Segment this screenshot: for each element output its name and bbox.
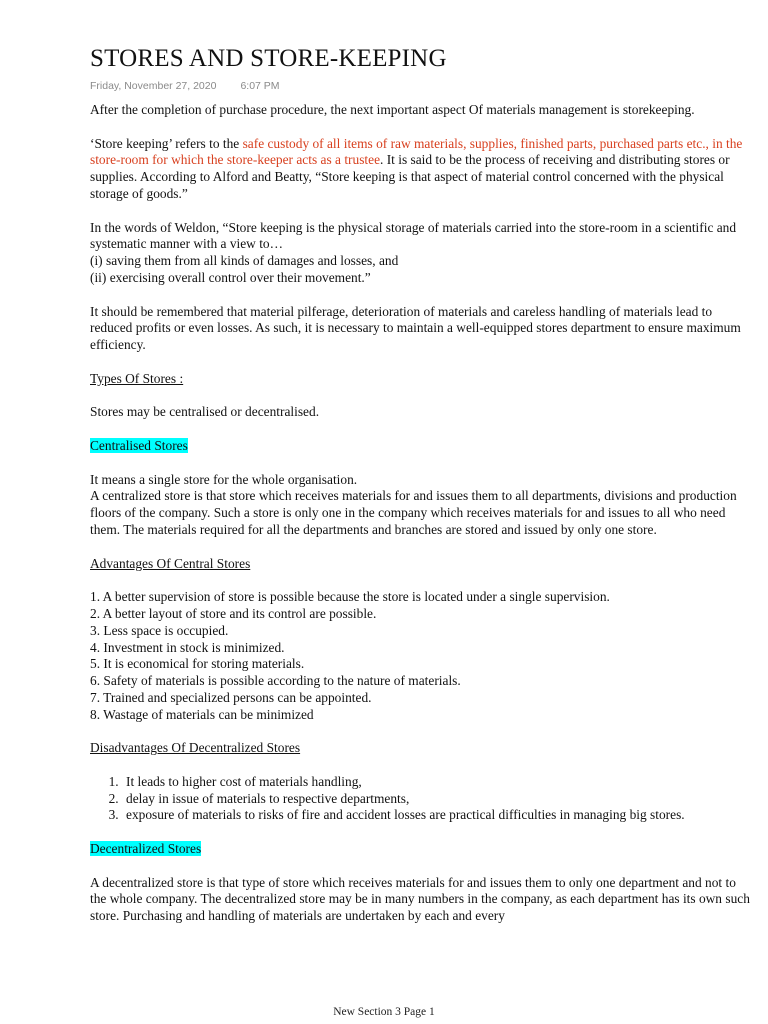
definition-paragraph bbox=[90, 136, 754, 203]
disadvantages-list bbox=[90, 774, 754, 824]
list-item: 7. Trained and specialized persons can be appointed. bbox=[90, 689, 372, 705]
list-item: 8. Wastage of materials can be minimized bbox=[90, 706, 314, 722]
date-text: Friday, November 27, 2020 bbox=[90, 80, 217, 92]
centralised-line-1: It means a single store for the whole organisation. bbox=[90, 471, 358, 487]
weldon-quote: In the words of Weldon, “Store keeping is the physical storage of materials carried into the store-room in a scientific and systematic manner with a view to… bbox=[90, 219, 737, 252]
list-item: 6. Safety of materials is possible according to the nature of materials. bbox=[90, 673, 461, 689]
definition-tail: . It is said to be the process of receiving and distributing stores or supplies. According to Alford and Beatty, “Store keeping is that aspect of material control concerned with the physical storage of goods.” bbox=[90, 152, 730, 201]
decentralized-paragraph: A decentralized store is that type of store which receives materials for and issues them to only one department and not to the whole company. The decentralized store may be in many numbers in the company, as each department has its own such store. Purchasing and handling of materials are undertaken by each and every bbox=[90, 874, 750, 924]
centralised-paragraph bbox=[90, 472, 754, 539]
weldon-paragraph bbox=[90, 220, 754, 287]
list-item: 2. A better layout of store and its control are possible. bbox=[90, 605, 377, 621]
advantages-heading: Advantages Of Central Stores bbox=[90, 555, 251, 571]
list-item: 4. Investment in stock is minimized. bbox=[90, 639, 285, 655]
definition-highlight: safe custody of all items of raw materials, supplies, finished parts, purchased parts etc., in the store-room for which the store-keeper acts as a trustee bbox=[90, 135, 743, 168]
page-footer: New Section 3 Page 1 bbox=[333, 1006, 435, 1018]
types-text: Stores may be centralised or decentralised. bbox=[90, 404, 320, 420]
list-item: 1. It leads to higher cost of materials handling, bbox=[122, 774, 754, 791]
advantages-list bbox=[90, 589, 754, 723]
list-item: 3. Less space is occupied. bbox=[90, 622, 229, 638]
list-item: 1. A better supervision of store is possible because the store is located under a single supervision. bbox=[90, 589, 610, 605]
decentralized-heading: Decentralized Stores bbox=[90, 841, 202, 857]
types-heading: Types Of Stores : bbox=[90, 370, 184, 386]
definition-lead: ‘Store keeping’ refers to the bbox=[90, 135, 243, 151]
timestamp bbox=[90, 80, 754, 94]
list-item: 3. exposure of materials to risks of fire and accident losses are practical difficulties in managing big stores. bbox=[122, 807, 754, 824]
document-page bbox=[90, 42, 754, 925]
intro-paragraph: After the completion of purchase procedure, the next important aspect Of materials management is storekeeping. bbox=[90, 102, 695, 117]
page-title: STORES AND STORE-KEEPING bbox=[90, 45, 447, 72]
list-item: 5. It is economical for storing materials. bbox=[90, 656, 305, 672]
pilferage-paragraph: It should be remembered that material pilferage, deterioration of materials and careless handling of materials lead to reduced profits or even losses. As such, it is necessary to maintain a well-equipped stores department to ensure maximum efficiency. bbox=[90, 303, 741, 353]
weldon-item-1: (i) saving them from all kinds of damages and losses, and bbox=[90, 253, 399, 269]
disadvantages-heading: Disadvantages Of Decentralized Stores bbox=[90, 740, 301, 756]
time-text: 6:07 PM bbox=[240, 80, 280, 92]
centralised-heading: Centralised Stores bbox=[90, 437, 188, 453]
weldon-item-2: (ii) exercising overall control over their movement.” bbox=[90, 269, 371, 285]
list-item: 2. delay in issue of materials to respective departments, bbox=[122, 791, 754, 808]
centralised-line-2: A centralized store is that store which receives materials for and issues them to all departments, divisions and production floors of the company. Such a store is only one in the company which receives materials for and issues to all who need them. The materials required for all the departments and branches are stored and issued by only one store. bbox=[90, 488, 737, 537]
